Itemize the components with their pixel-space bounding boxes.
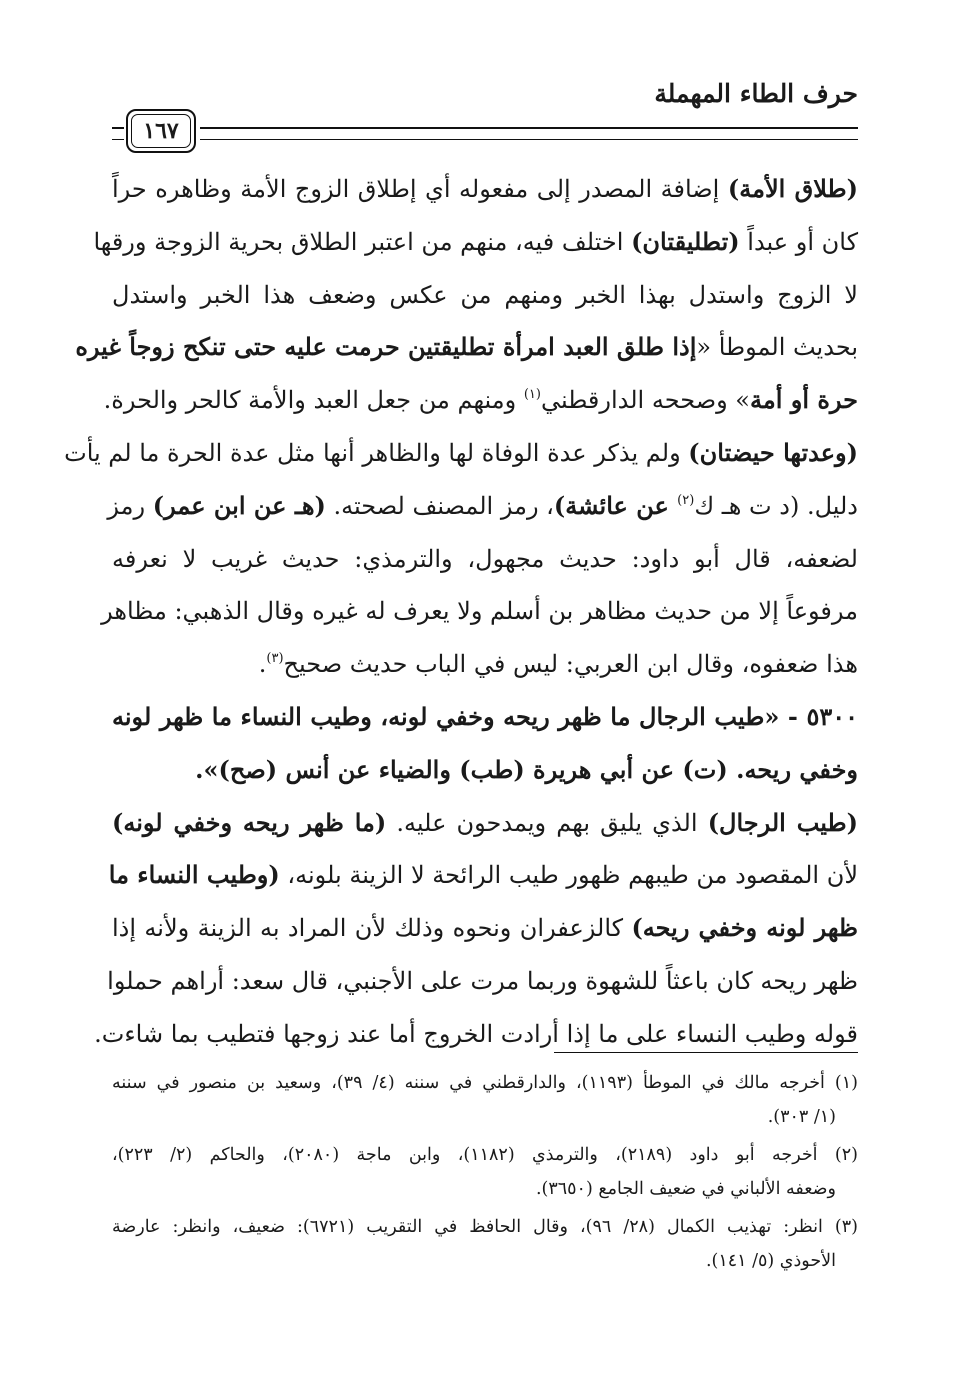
- bold-text-segment: (وطيب النساء ما: [108, 860, 280, 890]
- text-line: [112, 744, 858, 797]
- header-rule-stub: [112, 127, 124, 140]
- footnotes: [112, 1066, 858, 1278]
- text-segment: كالزعفران ونحوه وذلك لأن المراد به الزينة ولأنه إذا: [112, 914, 632, 943]
- text-segment: الذي يليق بهم ويمدحون عليه.: [386, 808, 708, 837]
- bold-text-segment: (طلاق الأمة): [727, 174, 859, 203]
- footnote-marker: (٢): [677, 492, 695, 508]
- text-line: [112, 163, 858, 216]
- footnote-3: [112, 1210, 858, 1278]
- text-line: [112, 269, 858, 322]
- footnote-line: وضعفه الألباني في ضعيف الجامع (٣٦٥٠).: [535, 1179, 836, 1199]
- text-segment: هذا ضعفوه، وقال ابن العربي: ليس في الباب حديث صحيح: [283, 650, 858, 679]
- text-segment: ، رمز المصنف لصحته.: [325, 491, 554, 520]
- text-line: [103, 374, 858, 427]
- bold-text-segment: (ما ظهر ريحه وخفي لونه): [112, 807, 387, 837]
- header-rule: [112, 119, 858, 151]
- footnote-separator: [554, 1052, 858, 1053]
- text-segment: قوله وطيب النساء على ما إذا أرادت الخروج أما عند زوجها فتطيب بما شاءت.: [94, 1019, 858, 1048]
- text-line: [64, 427, 858, 480]
- footnote-line: (١/ ٣٠٣).: [767, 1107, 836, 1127]
- bold-text-segment: ٥٣٠٠ - «طيب الرجال ما ظهر ريحه وخفي لونه، وطيب النساء ما ظهر لونه: [112, 701, 859, 731]
- text-line: [93, 216, 858, 269]
- text-segment: .: [258, 650, 267, 679]
- footnote-line: الأحوذي (٥/ ١٤١).: [705, 1251, 836, 1271]
- footnote-marker: (١): [523, 387, 541, 403]
- bold-text-segment: إذا طلق العبد امرأة تطليقتين حرمت عليه حتى تنكح زوجاً غيره: [75, 332, 697, 362]
- bold-text-segment: (تطليقتان): [631, 226, 740, 256]
- page-number-frame: [126, 109, 196, 153]
- text-segment: دليل. (د ت هـ ك: [694, 491, 858, 520]
- footnote-marker: (٣): [266, 651, 284, 667]
- bold-text-segment: (وعدتها حيضتان): [688, 437, 858, 467]
- header-double-rule: [200, 127, 858, 140]
- text-segment: ولم يذكر عدة الوفاة لها والظاهر أنها مثل عدة الحرة ما لم يأت: [64, 438, 689, 467]
- text-line: [75, 321, 858, 374]
- footnote-line: (٣) انظر: تهذيب الكمال (٢٨/ ٩٦)، وقال الحافظ في التقريب (٦٧٢١): ضعيف، وانظر: عارضة: [112, 1217, 858, 1237]
- page-number: ١٦٧: [143, 118, 179, 144]
- text-segment: مرفوعاً إلا من حديث مظاهر بن أسلم ولا يعرف له غيره وقال الذهبي: مظاهر: [101, 597, 858, 626]
- text-segment: لضعفه، قال أبو داود: حديث مجهول، والترمذي: حديث غريب لا نعرفه: [112, 544, 858, 573]
- text-line: [112, 638, 858, 691]
- text-segment: ظهر ريحه كان باعثاً للشهوة وربما مرت على الأجنبي، قال سعد: أراهم حملوا: [107, 966, 858, 995]
- text-line: [112, 533, 858, 586]
- footnote-2: [112, 1138, 858, 1206]
- bold-text-segment: عن عائشة): [553, 490, 678, 520]
- text-segment: لأن المقصود من طيبهم ظهور طيب الرائحة لا الزينة بلونه،: [279, 861, 858, 890]
- commentary-body: [64, 163, 859, 1061]
- text-segment: لا الزوج واستدل بهذا الخبر ومنهم من عكس وضعف هذا الخبر واستدل: [112, 280, 858, 309]
- text-line: [112, 797, 858, 850]
- text-segment: بحديث الموطأ «: [696, 333, 858, 362]
- text-line: [112, 691, 858, 744]
- footnote-line: (١) أخرجه مالك في الموطأ (١١٩٣)، والدارقطني في سننه (٤/ ٣٩)، وسعيد بن منصور في سننه: [112, 1073, 858, 1093]
- text-segment: رمز: [107, 491, 153, 520]
- running-title: حرف الطاء المهملة: [654, 79, 858, 108]
- text-segment: » وصححه الدارقطني: [540, 386, 750, 415]
- text-line: [108, 849, 858, 902]
- bold-text-segment: (طيب الرجال): [707, 807, 858, 837]
- footnote-1: [112, 1066, 858, 1134]
- bold-text-segment: ظهر لونه وخفي ريحه): [631, 913, 858, 943]
- bold-text-segment: وخفي ريحه. (ت) عن أبي هريرة (طب) والضياء عن أنس (صح)».: [195, 754, 858, 784]
- text-segment: إضافة المصدر إلى مفعوله أي إطلاق الزوج الأمة وظاهره حراً: [112, 175, 728, 203]
- text-line: [101, 585, 858, 638]
- text-segment: ومنهم من جعل العبد والأمة كالحر والحرة.: [103, 386, 524, 415]
- text-line: [112, 902, 858, 955]
- text-line: [107, 955, 858, 1008]
- text-segment: اختلف فيه، منهم من اعتبر الطلاق بحرية الزوجة ورقها: [93, 227, 632, 256]
- footnote-line: (٢) أخرجه أبو داود (٢١٨٩)، والترمذي (١١٨٢)، وابن ماجة (٢٠٨٠)، والحاكم (٢/ ٢٢٣)،: [112, 1145, 858, 1165]
- text-line: [107, 480, 858, 533]
- bold-text-segment: (هـ عن ابن عمر): [152, 490, 326, 520]
- text-segment: كان أو عبداً: [739, 227, 858, 256]
- bold-text-segment: حرة أو أمة: [749, 385, 858, 415]
